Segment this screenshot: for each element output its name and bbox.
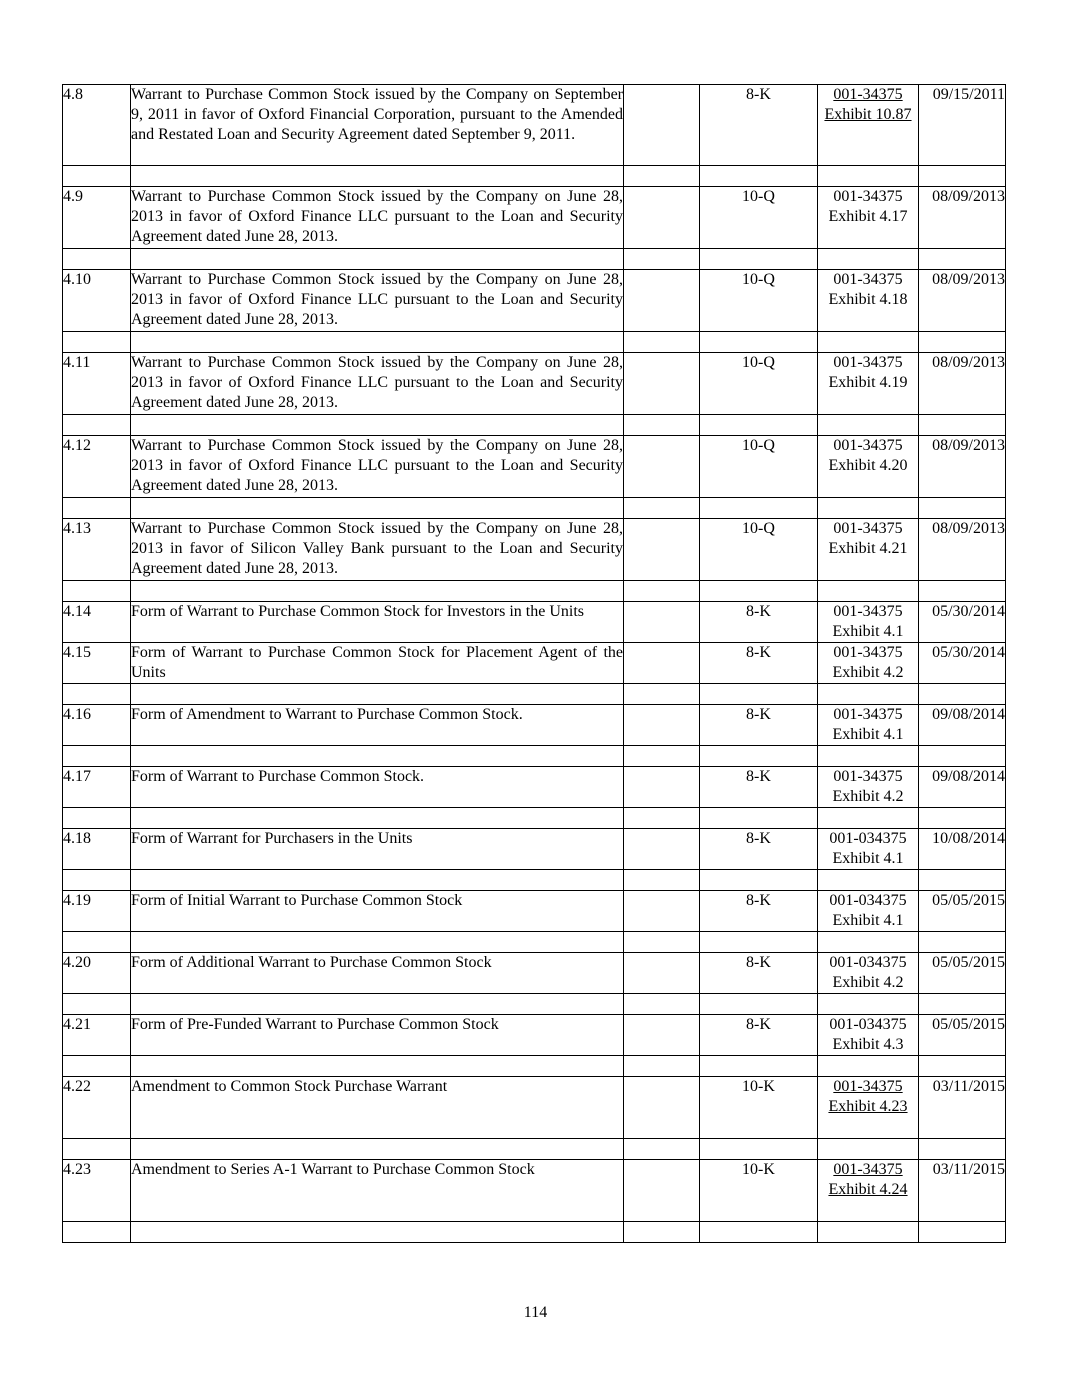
- exhibit-row: [63, 353, 1006, 415]
- spacer-cell: [63, 808, 131, 829]
- spacer-cell: [818, 1139, 919, 1160]
- spacer-cell: [919, 870, 1006, 891]
- exhibit-description: Form of Additional Warrant to Purchase Common Stock: [131, 953, 624, 994]
- spacer-cell: [624, 932, 700, 953]
- file-reference: [818, 767, 919, 808]
- exhibit-reference: Exhibit 4.3: [832, 1036, 904, 1053]
- exhibit-description: Form of Warrant to Purchase Common Stock.: [131, 767, 624, 808]
- spacer-cell: [700, 1056, 818, 1077]
- spacer-cell: [624, 684, 700, 705]
- exhibit-description: Warrant to Purchase Common Stock issued by the Company on June 28, 2013 in favor of Oxford Finance LLC pursuant to the Loan and Security Agreement dated June 28, 2013.: [131, 270, 624, 332]
- filing-date: 10/08/2014: [919, 829, 1006, 870]
- exhibit-description: Form of Warrant to Purchase Common Stock for Investors in the Units: [131, 602, 624, 643]
- spacer-cell: [624, 746, 700, 767]
- spacer-cell: [818, 1056, 919, 1077]
- exhibit-number: 4.22: [63, 1077, 131, 1139]
- spacer-row: [63, 1056, 1006, 1077]
- blank-cell: [624, 1015, 700, 1056]
- spacer-cell: [63, 415, 131, 436]
- spacer-cell: [700, 332, 818, 353]
- exhibit-description: Amendment to Series A-1 Warrant to Purchase Common Stock: [131, 1160, 624, 1222]
- spacer-row: [63, 249, 1006, 270]
- spacer-cell: [700, 870, 818, 891]
- spacer-cell: [63, 746, 131, 767]
- spacer-cell: [131, 249, 624, 270]
- exhibit-row: [63, 1077, 1006, 1139]
- filing-date: 05/30/2014: [919, 602, 1006, 643]
- spacer-cell: [818, 581, 919, 602]
- exhibit-reference[interactable]: Exhibit 4.23: [828, 1098, 908, 1115]
- file-number: 001-034375: [829, 892, 907, 909]
- exhibit-row: [63, 519, 1006, 581]
- spacer-row: [63, 746, 1006, 767]
- spacer-cell: [700, 166, 818, 187]
- spacer-cell: [131, 498, 624, 519]
- file-reference: [818, 353, 919, 415]
- exhibit-row: [63, 829, 1006, 870]
- file-number: 001-34375: [833, 354, 903, 371]
- spacer-cell: [131, 746, 624, 767]
- spacer-cell: [131, 1056, 624, 1077]
- spacer-cell: [131, 332, 624, 353]
- spacer-cell: [818, 415, 919, 436]
- exhibit-number: 4.11: [63, 353, 131, 415]
- blank-cell: [624, 602, 700, 643]
- filing-form: 10-Q: [700, 436, 818, 498]
- file-reference: [818, 1160, 919, 1222]
- spacer-row: [63, 1222, 1006, 1243]
- spacer-cell: [63, 498, 131, 519]
- spacer-row: [63, 166, 1006, 187]
- spacer-cell: [919, 1056, 1006, 1077]
- spacer-cell: [818, 332, 919, 353]
- filing-date: 08/09/2013: [919, 187, 1006, 249]
- exhibit-number: 4.10: [63, 270, 131, 332]
- exhibit-reference: Exhibit 4.17: [828, 208, 908, 225]
- file-reference: [818, 953, 919, 994]
- exhibit-number: 4.15: [63, 643, 131, 684]
- filing-date: 05/05/2015: [919, 891, 1006, 932]
- file-number: 001-34375: [833, 520, 903, 537]
- filing-date: 08/09/2013: [919, 519, 1006, 581]
- exhibit-row: [63, 705, 1006, 746]
- spacer-cell: [131, 994, 624, 1015]
- blank-cell: [624, 953, 700, 994]
- filing-form: 8-K: [700, 891, 818, 932]
- file-reference: [818, 891, 919, 932]
- filing-date: 09/08/2014: [919, 767, 1006, 808]
- filing-form: 8-K: [700, 767, 818, 808]
- exhibit-row: [63, 1015, 1006, 1056]
- blank-cell: [624, 85, 700, 166]
- filing-date: 05/05/2015: [919, 953, 1006, 994]
- blank-cell: [624, 1077, 700, 1139]
- spacer-cell: [919, 746, 1006, 767]
- blank-cell: [624, 705, 700, 746]
- exhibit-row: [63, 1160, 1006, 1222]
- exhibit-row: [63, 187, 1006, 249]
- blank-cell: [624, 270, 700, 332]
- exhibit-row: [63, 436, 1006, 498]
- spacer-cell: [624, 1056, 700, 1077]
- spacer-cell: [919, 415, 1006, 436]
- spacer-cell: [919, 581, 1006, 602]
- blank-cell: [624, 643, 700, 684]
- file-reference: [818, 85, 919, 166]
- spacer-cell: [818, 808, 919, 829]
- spacer-row: [63, 1139, 1006, 1160]
- exhibit-reference: Exhibit 4.1: [832, 726, 904, 743]
- blank-cell: [624, 187, 700, 249]
- file-reference: [818, 187, 919, 249]
- file-number: 001-34375: [833, 603, 903, 620]
- file-number: 001-034375: [829, 954, 907, 971]
- exhibit-reference: Exhibit 4.19: [828, 374, 908, 391]
- spacer-cell: [818, 932, 919, 953]
- exhibit-table-body: [63, 85, 1006, 1243]
- spacer-row: [63, 498, 1006, 519]
- exhibit-reference: Exhibit 4.2: [832, 974, 904, 991]
- spacer-cell: [700, 1139, 818, 1160]
- exhibit-description: Warrant to Purchase Common Stock issued by the Company on June 28, 2013 in favor of Oxford Finance LLC pursuant to the Loan and Security Agreement dated June 28, 2013.: [131, 436, 624, 498]
- filing-form: 8-K: [700, 953, 818, 994]
- spacer-cell: [700, 1222, 818, 1243]
- blank-cell: [624, 353, 700, 415]
- exhibit-number: 4.13: [63, 519, 131, 581]
- spacer-cell: [131, 415, 624, 436]
- filing-form: 8-K: [700, 1015, 818, 1056]
- exhibit-number: 4.18: [63, 829, 131, 870]
- exhibit-reference: Exhibit 4.2: [832, 664, 904, 681]
- filing-date: 05/30/2014: [919, 643, 1006, 684]
- spacer-cell: [818, 684, 919, 705]
- filing-date: 09/08/2014: [919, 705, 1006, 746]
- exhibit-reference: Exhibit 4.1: [832, 912, 904, 929]
- spacer-cell: [624, 332, 700, 353]
- filing-date: 08/09/2013: [919, 353, 1006, 415]
- spacer-cell: [63, 932, 131, 953]
- spacer-cell: [131, 581, 624, 602]
- exhibit-number: 4.20: [63, 953, 131, 994]
- spacer-cell: [700, 994, 818, 1015]
- exhibit-row: [63, 953, 1006, 994]
- spacer-cell: [818, 1222, 919, 1243]
- blank-cell: [624, 891, 700, 932]
- exhibit-number: 4.17: [63, 767, 131, 808]
- spacer-cell: [131, 684, 624, 705]
- exhibit-description: Form of Warrant for Purchasers in the Units: [131, 829, 624, 870]
- spacer-cell: [63, 870, 131, 891]
- spacer-cell: [624, 870, 700, 891]
- spacer-row: [63, 581, 1006, 602]
- exhibit-reference[interactable]: Exhibit 10.87: [824, 106, 912, 123]
- page-number: 114: [523, 1304, 548, 1321]
- exhibit-reference: Exhibit 4.1: [832, 623, 904, 640]
- exhibit-number: 4.21: [63, 1015, 131, 1056]
- file-number: 001-34375: [833, 706, 903, 723]
- spacer-cell: [131, 166, 624, 187]
- file-reference: [818, 436, 919, 498]
- spacer-cell: [131, 1139, 624, 1160]
- spacer-row: [63, 994, 1006, 1015]
- file-reference: [818, 1077, 919, 1139]
- spacer-cell: [919, 249, 1006, 270]
- spacer-cell: [131, 932, 624, 953]
- exhibit-row: [63, 270, 1006, 332]
- spacer-row: [63, 870, 1006, 891]
- spacer-cell: [131, 808, 624, 829]
- spacer-cell: [700, 684, 818, 705]
- blank-cell: [624, 436, 700, 498]
- exhibit-description: Form of Amendment to Warrant to Purchase Common Stock.: [131, 705, 624, 746]
- spacer-cell: [624, 249, 700, 270]
- spacer-cell: [624, 808, 700, 829]
- exhibit-reference: Exhibit 4.18: [828, 291, 908, 308]
- spacer-cell: [919, 1139, 1006, 1160]
- spacer-row: [63, 808, 1006, 829]
- filing-form: 10-Q: [700, 270, 818, 332]
- file-number[interactable]: 001-34375: [833, 86, 903, 103]
- exhibit-description: Warrant to Purchase Common Stock issued by the Company on June 28, 2013 in favor of Oxford Finance LLC pursuant to the Loan and Security Agreement dated June 28, 2013.: [131, 187, 624, 249]
- spacer-cell: [63, 994, 131, 1015]
- spacer-cell: [63, 581, 131, 602]
- spacer-cell: [63, 249, 131, 270]
- spacer-cell: [624, 994, 700, 1015]
- blank-cell: [624, 829, 700, 870]
- spacer-row: [63, 684, 1006, 705]
- filing-form: 8-K: [700, 643, 818, 684]
- exhibit-description: Warrant to Purchase Common Stock issued by the Company on September 9, 2011 in favor of Oxford Financial Corporation, pursuant to the Amended and Restated Loan and Security Agreement dated September 9, 2011.: [131, 85, 624, 166]
- spacer-cell: [919, 932, 1006, 953]
- exhibit-reference: Exhibit 4.20: [828, 457, 908, 474]
- filing-date: 05/05/2015: [919, 1015, 1006, 1056]
- spacer-cell: [818, 249, 919, 270]
- file-number: 001-34375: [833, 271, 903, 288]
- spacer-cell: [700, 808, 818, 829]
- filing-form: 10-Q: [700, 187, 818, 249]
- exhibit-number: 4.9: [63, 187, 131, 249]
- spacer-cell: [919, 1222, 1006, 1243]
- file-number: 001-34375: [833, 188, 903, 205]
- spacer-cell: [818, 746, 919, 767]
- filing-form: 8-K: [700, 829, 818, 870]
- spacer-cell: [63, 1139, 131, 1160]
- spacer-cell: [919, 498, 1006, 519]
- spacer-cell: [624, 166, 700, 187]
- filing-date: 03/11/2015: [919, 1160, 1006, 1222]
- file-number: 001-034375: [829, 830, 907, 847]
- exhibit-description: Amendment to Common Stock Purchase Warrant: [131, 1077, 624, 1139]
- spacer-cell: [624, 415, 700, 436]
- spacer-cell: [63, 1056, 131, 1077]
- spacer-cell: [624, 1139, 700, 1160]
- file-number[interactable]: 001-34375: [833, 1078, 903, 1095]
- spacer-cell: [919, 994, 1006, 1015]
- exhibit-number: 4.16: [63, 705, 131, 746]
- filing-form: 10-K: [700, 1160, 818, 1222]
- spacer-cell: [818, 498, 919, 519]
- spacer-cell: [131, 1222, 624, 1243]
- filing-form: 10-K: [700, 1077, 818, 1139]
- spacer-cell: [624, 498, 700, 519]
- spacer-cell: [63, 166, 131, 187]
- spacer-cell: [700, 581, 818, 602]
- blank-cell: [624, 519, 700, 581]
- spacer-row: [63, 415, 1006, 436]
- filing-date: 09/15/2011: [919, 85, 1006, 166]
- exhibit-number: 4.12: [63, 436, 131, 498]
- file-number: 001-34375: [833, 768, 903, 785]
- filing-date: 08/09/2013: [919, 436, 1006, 498]
- file-reference: [818, 1015, 919, 1056]
- spacer-cell: [131, 870, 624, 891]
- exhibit-reference: Exhibit 4.21: [828, 540, 908, 557]
- spacer-cell: [624, 1222, 700, 1243]
- exhibit-number: 4.19: [63, 891, 131, 932]
- filing-date: 08/09/2013: [919, 270, 1006, 332]
- filing-form: 8-K: [700, 602, 818, 643]
- exhibit-reference[interactable]: Exhibit 4.24: [828, 1181, 908, 1198]
- spacer-cell: [700, 932, 818, 953]
- spacer-row: [63, 332, 1006, 353]
- file-reference: [818, 829, 919, 870]
- spacer-cell: [818, 994, 919, 1015]
- spacer-cell: [63, 1222, 131, 1243]
- blank-cell: [624, 767, 700, 808]
- exhibit-number: 4.8: [63, 85, 131, 166]
- blank-cell: [624, 1160, 700, 1222]
- file-reference: [818, 643, 919, 684]
- exhibit-number: 4.14: [63, 602, 131, 643]
- spacer-cell: [919, 166, 1006, 187]
- file-reference: [818, 270, 919, 332]
- exhibit-description: Form of Initial Warrant to Purchase Common Stock: [131, 891, 624, 932]
- exhibit-reference: Exhibit 4.1: [832, 850, 904, 867]
- filing-form: 8-K: [700, 85, 818, 166]
- filing-form: 8-K: [700, 705, 818, 746]
- spacer-cell: [624, 581, 700, 602]
- exhibit-row: [63, 643, 1006, 684]
- exhibit-row: [63, 85, 1006, 166]
- exhibit-description: Warrant to Purchase Common Stock issued by the Company on June 28, 2013 in favor of Silicon Valley Bank pursuant to the Loan and Security Agreement dated June 28, 2013.: [131, 519, 624, 581]
- spacer-cell: [700, 415, 818, 436]
- file-number: 001-34375: [833, 437, 903, 454]
- file-reference: [818, 519, 919, 581]
- filing-form: 10-Q: [700, 353, 818, 415]
- spacer-cell: [63, 684, 131, 705]
- spacer-cell: [63, 332, 131, 353]
- file-number[interactable]: 001-34375: [833, 1161, 903, 1178]
- spacer-cell: [818, 870, 919, 891]
- spacer-cell: [700, 746, 818, 767]
- file-number: 001-34375: [833, 644, 903, 661]
- file-reference: [818, 705, 919, 746]
- spacer-cell: [919, 808, 1006, 829]
- filing-form: 10-Q: [700, 519, 818, 581]
- spacer-cell: [700, 249, 818, 270]
- file-number: 001-034375: [829, 1016, 907, 1033]
- exhibit-number: 4.23: [63, 1160, 131, 1222]
- filing-date: 03/11/2015: [919, 1077, 1006, 1139]
- spacer-cell: [919, 332, 1006, 353]
- spacer-cell: [700, 498, 818, 519]
- file-reference: [818, 602, 919, 643]
- exhibit-description: Warrant to Purchase Common Stock issued by the Company on June 28, 2013 in favor of Oxford Finance LLC pursuant to the Loan and Security Agreement dated June 28, 2013.: [131, 353, 624, 415]
- exhibit-description: Form of Pre-Funded Warrant to Purchase Common Stock: [131, 1015, 624, 1056]
- exhibit-description: Form of Warrant to Purchase Common Stock for Placement Agent of the Units: [131, 643, 624, 684]
- exhibit-reference: Exhibit 4.2: [832, 788, 904, 805]
- spacer-row: [63, 932, 1006, 953]
- exhibit-row: [63, 767, 1006, 808]
- exhibit-row: [63, 891, 1006, 932]
- exhibit-index-table: [62, 84, 1006, 1243]
- spacer-cell: [818, 166, 919, 187]
- spacer-cell: [919, 684, 1006, 705]
- exhibit-row: [63, 602, 1006, 643]
